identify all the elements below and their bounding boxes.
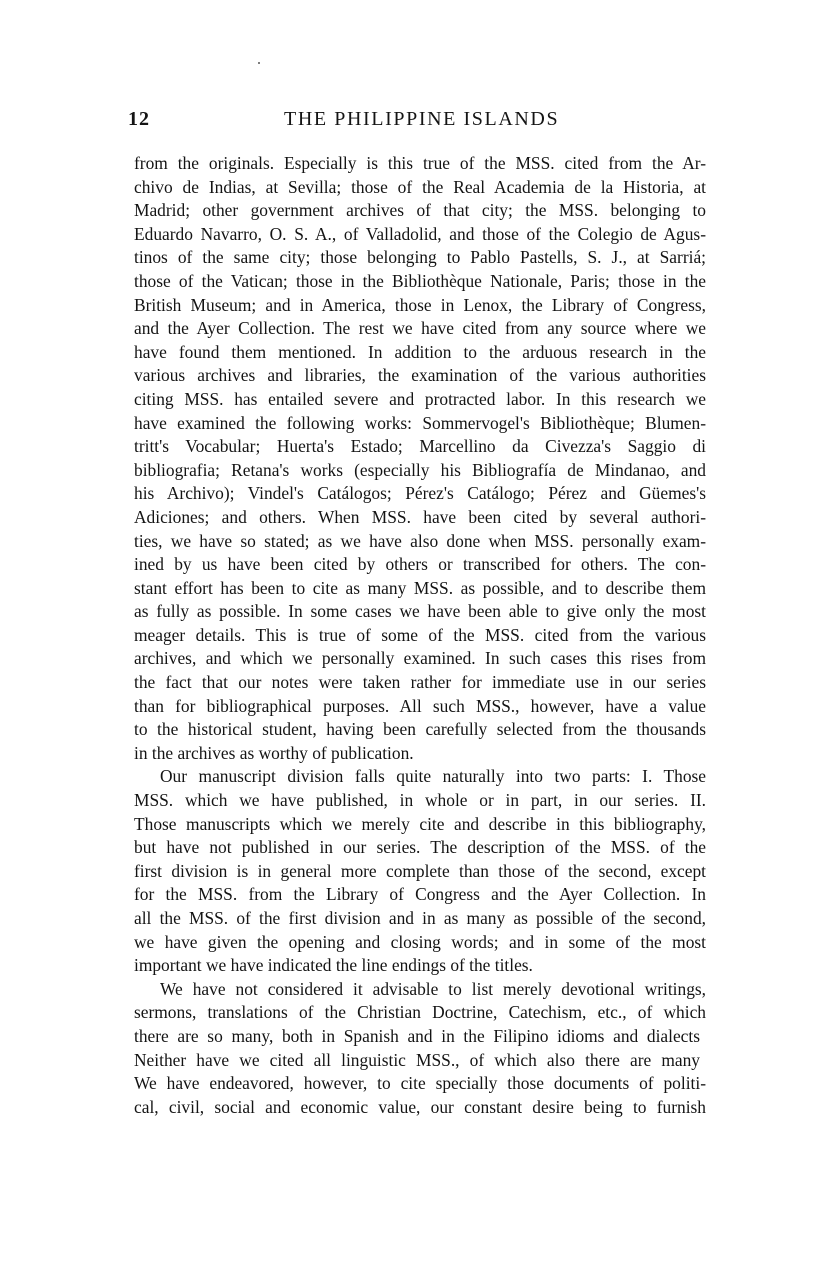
text-line: the fact that our notes were taken rather for immediate use in our series xyxy=(134,672,706,693)
text-line: meager details. This is true of some of the MSS. cited from the various xyxy=(134,624,706,645)
text-line: his Archivo); Vindel's Catálogos; Pérez's Catálogo; Pérez and Güemes's xyxy=(134,483,706,504)
page-number: 12 xyxy=(128,108,150,130)
text-line: have examined the following works: Sommervogel's Bibliothèque; Blumen- xyxy=(134,412,706,433)
running-title: THE PHILIPPINE ISLANDS xyxy=(284,108,560,130)
text-line: have found them mentioned. In addition to the arduous research in the xyxy=(134,341,706,362)
text-line: various archives and libraries, the examination of the various authorities xyxy=(134,365,706,386)
text-line: sermons, translations of the Christian Doctrine, Catechism, etc., of which xyxy=(134,1002,706,1023)
text-line: and the Ayer Collection. The rest we have cited from any source where we xyxy=(134,318,706,339)
text-line: for the MSS. from the Library of Congress and the Ayer Collection. In xyxy=(134,884,706,905)
text-line: chivo de Indias, at Sevilla; those of the Real Academia de la Historia, at xyxy=(134,176,706,197)
text-line: we have given the opening and closing words; and in some of the most xyxy=(134,931,706,952)
text-line: all the MSS. of the first division and in as many as possible of the second, xyxy=(134,908,706,928)
text-line: bibliografia; Retana's works (especially his Bibliografía de Mindanao, and xyxy=(134,459,706,480)
text-line: ties, we have so stated; as we have also done when MSS. personally exam- xyxy=(134,530,706,551)
text-line: first division is in general more complete than those of the second, except xyxy=(134,860,706,881)
text-line: tritt's Vocabular; Huerta's Estado; Marcellino da Civezza's Saggio di xyxy=(134,436,706,457)
text-line: tinos of the same city; those belonging to Pablo Pastells, S. J., at Sarriá; xyxy=(134,247,706,268)
paragraph-start-line: We have not considered it advisable to list merely devotional writings, xyxy=(160,978,706,999)
text-line: Neither have we cited all linguistic MSS., of which also there are many xyxy=(134,1049,700,1070)
text-line: citing MSS. has entailed severe and protracted labor. In this research we xyxy=(134,388,706,409)
text-line: Eduardo Navarro, O. S. A., of Valladolid, and those of the Colegio de Agus- xyxy=(134,223,706,244)
text-line: MSS. which we have published, in whole or in part, in our series. II. xyxy=(134,790,706,811)
paragraph-end-line: in the archives as worthy of publication. xyxy=(134,742,414,763)
text-line: but have not published in our series. The description of the MSS. of the xyxy=(134,837,706,858)
text-line: ined by us have been cited by others or transcribed for others. The con- xyxy=(134,554,706,575)
text-line: British Museum; and in America, those in Lenox, the Library of Congress, xyxy=(134,294,706,315)
text-line: archives, and which we personally examined. In such cases this rises from xyxy=(134,648,706,669)
text-line: cal, civil, social and economic value, our constant desire being to furnish xyxy=(134,1096,706,1117)
text-line: to the historical student, having been carefully selected from the thousands xyxy=(134,719,706,740)
paragraph-start-line: Our manuscript division falls quite naturally into two parts: I. Those xyxy=(160,766,706,787)
text-line: Madrid; other government archives of that city; the MSS. belonging to xyxy=(134,200,706,221)
text-line: than for bibliographical purposes. All such MSS., however, have a value xyxy=(134,695,706,716)
page-header xyxy=(128,108,708,138)
text-line: as fully as possible. In some cases we have been able to give only the most xyxy=(134,601,706,622)
text-line: Those manuscripts which we merely cite and describe in this bibliography, xyxy=(134,813,706,834)
text-line: there are so many, both in Spanish and in the Filipino idioms and dialects xyxy=(134,1025,700,1046)
text-line: We have endeavored, however, to cite specially those documents of politi- xyxy=(134,1073,706,1094)
text-line: those of the Vatican; those in the Bibliothèque Nationale, Paris; those in the xyxy=(134,270,706,291)
paragraph-end-line: important we have indicated the line endings of the titles. xyxy=(134,955,533,976)
body-text xyxy=(134,152,706,1119)
text-line: Adiciones; and others. When MSS. have been cited by several authori- xyxy=(134,506,706,527)
text-line: stant effort has been to cite as many MSS. as possible, and to describe them xyxy=(134,577,706,598)
text-line: from the originals. Especially is this true of the MSS. cited from the Ar- xyxy=(134,153,706,173)
scan-speck xyxy=(258,62,260,64)
